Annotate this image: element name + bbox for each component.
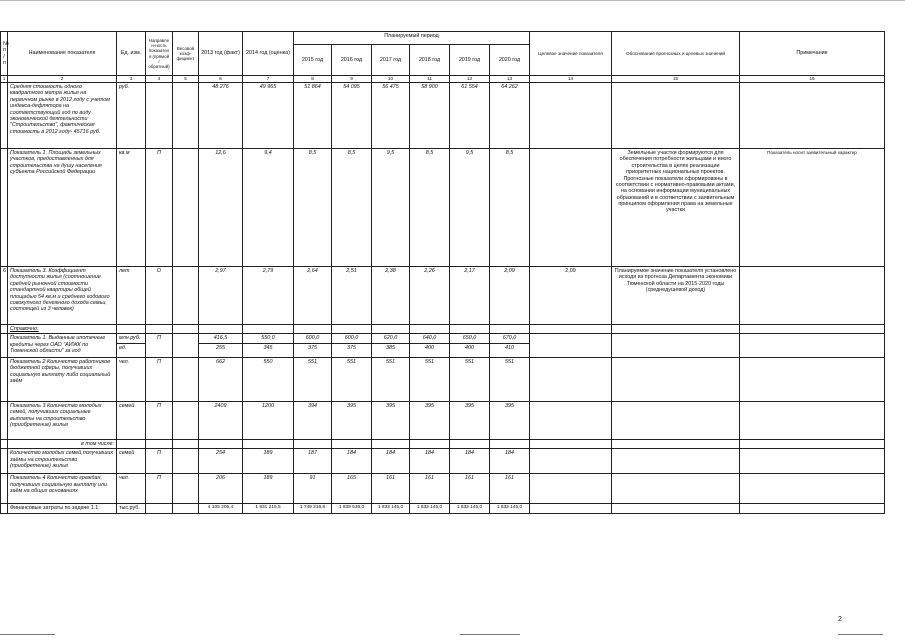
reference-label: Справочно: xyxy=(8,325,117,334)
value-2020: 670,0 xyxy=(490,334,530,343)
value-2018: 1 833 145,0 xyxy=(410,504,450,513)
value-2019: 400 xyxy=(450,343,490,357)
column-number: 3 xyxy=(117,76,146,83)
unit-cell: семей xyxy=(117,401,146,439)
column-number: 16 xyxy=(740,76,885,83)
value-2013: 255 xyxy=(199,343,243,357)
header-planned-period: Планируемый период xyxy=(294,32,530,45)
header-unit: Ед. изм. xyxy=(117,32,146,76)
table-row xyxy=(1,474,885,504)
value-2014: 550 xyxy=(243,357,294,401)
indicator-name: Финансовые затраты по задаче 1.1. xyxy=(8,504,117,513)
header-2015: 2015 год xyxy=(294,45,332,76)
value-2020: 1 833 145,0 xyxy=(490,504,530,513)
value-2015: 375 xyxy=(294,343,332,357)
scan-edge-mid-mark xyxy=(460,634,520,635)
value-2015: 1 749 216,6 xyxy=(294,504,332,513)
value-2017: 551 xyxy=(372,357,410,401)
value-2018: 184 xyxy=(410,449,450,474)
value-2019: 9,5 xyxy=(450,149,490,267)
value-2015: 91 xyxy=(294,474,332,504)
value-2017: 385 xyxy=(372,343,410,357)
unit-cell: млн.руб. xyxy=(117,334,146,343)
header-2014: 2014 год (оценка) xyxy=(243,32,294,76)
value-2019: 2,17 xyxy=(450,267,490,325)
value-2018: 640,0 xyxy=(410,334,450,343)
value-2019: 650,0 xyxy=(450,334,490,343)
value-2016: 600,0 xyxy=(332,334,372,343)
column-number: 10 xyxy=(372,76,410,83)
value-2013: 48 276 xyxy=(199,83,243,149)
header-weight: Весовой коэф-фициент xyxy=(173,32,199,76)
value-2019: 551 xyxy=(450,357,490,401)
value-2013: 2409 xyxy=(199,401,243,439)
header-note: Примечание xyxy=(740,32,885,76)
value-2013: 662 xyxy=(199,357,243,401)
value-2016: 1 839 539,0 xyxy=(332,504,372,513)
justification-cell: Земельные участки формируются для обеспечения потребности жильцами и иного строительства в целях реализации приоритетных национальных проектов. Прогнозные показатели сформированы в соответствии с нормативно-правовыми актами, на основании информации муниципальных образований и в соответствии с заявительным принципом оформления права на земельные участки xyxy=(612,149,740,267)
table-row xyxy=(1,267,885,325)
value-2015: 394 xyxy=(294,401,332,439)
column-number-row xyxy=(1,76,885,83)
value-2020: 2,09 xyxy=(490,267,530,325)
header-no: № п/п xyxy=(1,32,8,76)
value-2016: 8,5 xyxy=(332,149,372,267)
target-cell xyxy=(530,83,612,149)
value-2014: 345 xyxy=(243,343,294,357)
header-2013: 2013 год (факт) xyxy=(199,32,243,76)
value-2015: 2,64 xyxy=(294,267,332,325)
reference-row xyxy=(1,325,885,334)
unit-cell: лет xyxy=(117,267,146,325)
value-2018: 551 xyxy=(410,357,450,401)
unit-cell: семей xyxy=(117,449,146,474)
value-2017: 56 475 xyxy=(372,83,410,149)
target-cell xyxy=(530,149,612,267)
value-2016: 184 xyxy=(332,449,372,474)
column-number: 14 xyxy=(530,76,612,83)
financial-costs-row xyxy=(1,504,885,513)
weight-cell xyxy=(173,149,199,267)
value-2015: 51 864 xyxy=(294,83,332,149)
column-number: 15 xyxy=(612,76,740,83)
direction-cell xyxy=(146,83,173,149)
value-2019: 61 554 xyxy=(450,83,490,149)
value-2017: 1 833 145,0 xyxy=(372,504,410,513)
target-cell: 2,09 xyxy=(530,267,612,325)
table-row xyxy=(1,83,885,149)
table-row xyxy=(1,149,885,267)
note-cell xyxy=(740,267,885,325)
unit-cell: чел. xyxy=(117,357,146,401)
value-2019: 161 xyxy=(450,474,490,504)
value-2020: 64 262 xyxy=(490,83,530,149)
value-2015: 551 xyxy=(294,357,332,401)
value-2015: 187 xyxy=(294,449,332,474)
unit-cell: кв.м xyxy=(117,149,146,267)
note-cell: Показатель носит заявительный характер xyxy=(740,149,885,267)
column-number: 4 xyxy=(146,76,173,83)
value-2017: 161 xyxy=(372,474,410,504)
header-name: Наименование показателя xyxy=(8,32,117,76)
value-2016: 2,51 xyxy=(332,267,372,325)
value-2016: 54 095 xyxy=(332,83,372,149)
value-2013: 4 105 205,4 xyxy=(199,504,243,513)
value-2019: 184 xyxy=(450,449,490,474)
table-row xyxy=(1,357,885,401)
header-2020: 2020 год xyxy=(490,45,530,76)
value-2016: 395 xyxy=(332,401,372,439)
value-2020: 161 xyxy=(490,474,530,504)
justification-cell xyxy=(612,83,740,149)
value-2019: 395 xyxy=(450,401,490,439)
value-2018: 400 xyxy=(410,343,450,357)
table-row xyxy=(1,334,885,343)
value-2014: 49 965 xyxy=(243,83,294,149)
weight-cell xyxy=(173,267,199,325)
direction-cell: О xyxy=(146,267,173,325)
value-2017: 395 xyxy=(372,401,410,439)
value-2013: 254 xyxy=(199,449,243,474)
value-2016: 165 xyxy=(332,474,372,504)
value-2020: 395 xyxy=(490,401,530,439)
column-number: 1 xyxy=(1,76,8,83)
value-2015: 8,5 xyxy=(294,149,332,267)
header-direction: Направлен-ность показателя (прямой / обратный) xyxy=(146,32,173,76)
value-2017: 2,38 xyxy=(372,267,410,325)
column-number: 7 xyxy=(243,76,294,83)
indicator-name: Показатель 1. Выданные ипотечные кредиты через ОАО "АИЖК по Тюменской области" за год xyxy=(8,334,117,357)
justification-cell: Планируемое значение показателя установлено исходя из прогноза Департамента экономики Тюменской области на 2015-2020 годы (среднедушевой доход) xyxy=(612,267,740,325)
direction-cell: П xyxy=(146,474,173,504)
indicator-name: Показатель 4 Количество граждан, получивших социальную выплату или заём на общих основаниях xyxy=(8,474,117,504)
scan-edge-left-mark xyxy=(0,634,55,635)
indicator-name: Показатель 1. Площадь земельных участков, предоставленных для строительства на душу населения субъекта Российской Федерации xyxy=(8,149,117,267)
unit-cell: руб. xyxy=(117,83,146,149)
including-label: в том числе: xyxy=(8,439,117,448)
indicators-table xyxy=(0,31,885,514)
unit-cell: тыс.руб. xyxy=(117,504,146,513)
value-2020: 8,5 xyxy=(490,149,530,267)
value-2018: 395 xyxy=(410,401,450,439)
value-2018: 2,26 xyxy=(410,267,450,325)
value-2018: 58 900 xyxy=(410,83,450,149)
direction-cell: П xyxy=(146,449,173,474)
value-2018: 161 xyxy=(410,474,450,504)
value-2014: 189 xyxy=(243,449,294,474)
value-2013: 2,97 xyxy=(199,267,243,325)
column-number: 12 xyxy=(450,76,490,83)
scan-edge-top xyxy=(0,0,905,1)
column-number: 6 xyxy=(199,76,243,83)
indicator-name: Показатель 2 Количество работников бюджетной сферы, получивших социальную выплату либо социальный заём xyxy=(8,357,117,401)
row-number: 6 xyxy=(1,267,8,325)
value-2016: 551 xyxy=(332,357,372,401)
value-2014: 2,79 xyxy=(243,267,294,325)
header-2017: 2017 год xyxy=(372,45,410,76)
note-cell xyxy=(740,83,885,149)
direction-cell: П xyxy=(146,401,173,439)
row-number xyxy=(1,83,8,149)
scan-edge-right-mark xyxy=(838,634,883,635)
column-number: 2 xyxy=(8,76,117,83)
column-number: 9 xyxy=(332,76,372,83)
table-row xyxy=(1,449,885,474)
value-2014: 550,0 xyxy=(243,334,294,343)
indicator-name: Показатель 3 Количество молодых семей, получивших социальные выплаты на строительство (приобретение) жилья xyxy=(8,401,117,439)
value-2018: 8,5 xyxy=(410,149,450,267)
value-2014: 9,4 xyxy=(243,149,294,267)
header-2019: 2019 год xyxy=(450,45,490,76)
value-2020: 410 xyxy=(490,343,530,357)
weight-cell xyxy=(173,83,199,149)
value-2013: 12,6 xyxy=(199,149,243,267)
indicator-name: Количество молодых семей,получивших заёмы на строительство (приобретение) жилья xyxy=(8,449,117,474)
direction-cell: П xyxy=(146,149,173,267)
page-number: 2 xyxy=(838,616,842,623)
column-number: 13 xyxy=(490,76,530,83)
header-2016: 2016 год xyxy=(332,45,372,76)
value-2014: 1 931 215,5 xyxy=(243,504,294,513)
header-target: Целевое значение показателя xyxy=(530,32,612,76)
value-2020: 551 xyxy=(490,357,530,401)
column-number: 11 xyxy=(410,76,450,83)
including-row xyxy=(1,439,885,448)
value-2013: 416,5 xyxy=(199,334,243,343)
value-2019: 1 833 145,0 xyxy=(450,504,490,513)
row-number xyxy=(1,149,8,267)
column-number: 5 xyxy=(173,76,199,83)
header-2018: 2018 год xyxy=(410,45,450,76)
header-justification: Обоснование прогнозных и целевых значений xyxy=(612,32,740,76)
unit-cell: ед. xyxy=(117,343,146,357)
indicator-name: Показатель 3. Коэффициент доступности жилья (соотношение средней рыночной стоимости стандартной квартиры общей площадью 54 кв.м и среднего годового совокупного денежного дохода семьи, состоящей из 3 человек) xyxy=(8,267,117,325)
value-2017: 9,5 xyxy=(372,149,410,267)
value-2020: 184 xyxy=(490,449,530,474)
indicator-name: Средняя стоимость одного квадратного метра жилья на первичном рынке в 2012 году с учетом индекса-дефлятора на соответствующий год по виду экономической деятельности "Строительство", фактическая стоимость в 2012 году- 45716 руб. xyxy=(8,83,117,149)
column-number: 8 xyxy=(294,76,332,83)
value-2016: 375 xyxy=(332,343,372,357)
value-2013: 206 xyxy=(199,474,243,504)
value-2015: 600,0 xyxy=(294,334,332,343)
value-2017: 184 xyxy=(372,449,410,474)
direction-cell: П xyxy=(146,334,173,357)
value-2017: 620,0 xyxy=(372,334,410,343)
value-2014: 189 xyxy=(243,474,294,504)
unit-cell: чел. xyxy=(117,474,146,504)
table-row xyxy=(1,401,885,439)
direction-cell: П xyxy=(146,357,173,401)
value-2014: 1200 xyxy=(243,401,294,439)
